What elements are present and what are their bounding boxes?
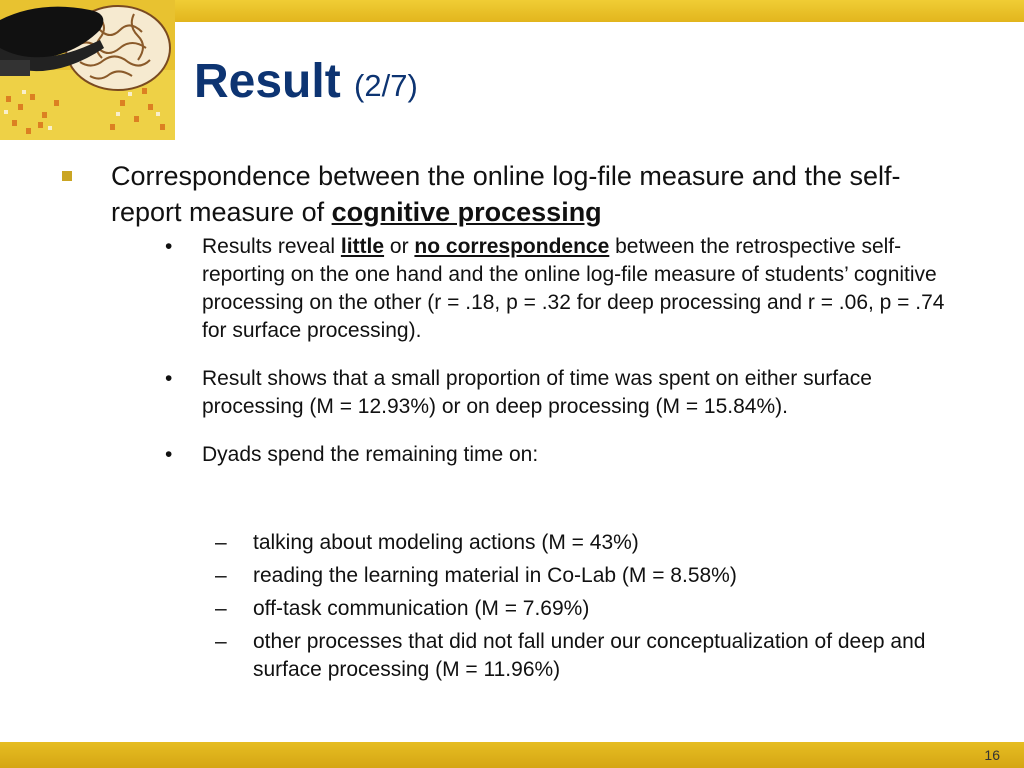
sub-bullet-correspondence [165,233,965,345]
slide-number: 16 [984,747,1000,763]
square-bullet-icon [62,171,72,181]
bullet-dot-icon: • [165,443,173,466]
sub-bullet-text: Dyads spend the remaining time on: [202,443,539,466]
dash-item-reading [165,562,965,590]
sub-bullet-list [165,233,965,489]
main-bullet [62,158,962,230]
dash-item-other [165,628,965,684]
dash-bullet-icon: – [215,564,227,587]
slide-title [194,52,418,116]
sub-bullet-text: Result shows that a small proportion of time was spent on either surface processing (M = 12.93%) or on deep processing (M = 15.84%). [202,367,872,418]
dash-item-text: other processes that did not fall under our conceptualization of deep and surface processing (M = 11.96%) [253,630,926,681]
dash-bullet-icon: – [215,630,227,653]
slide-title-main: Result [194,55,341,108]
emphasis-little: little [340,235,385,258]
sub-bullet-text: or [384,235,415,258]
dash-list [165,529,965,684]
dash-item-text: talking about modeling actions (M = 43%) [253,531,639,554]
dash-bullet-icon: – [215,531,227,554]
sub-bullet-time-proportion [165,365,965,421]
sub-bullet-text: between the retrospective self-reporting on the one hand and the online log-file measure of students’ cognitive processing on the other (r = .18, p = .32 for deep processing and r = .06, p = .74 for surface processing). [202,235,945,342]
dash-item-text: off-task communication (M = 7.69%) [253,597,590,620]
bottom-decor-bar [0,742,1024,768]
dash-item-modeling [165,529,965,557]
bullet-dot-icon: • [165,235,173,258]
sub-bullet-remaining-time [165,441,965,469]
main-bullet-text [111,158,962,230]
dash-item-off-task [165,595,965,623]
dash-bullet-icon: – [215,597,227,620]
slide-title-page-indicator: (2/7) [354,68,418,103]
bullet-dot-icon: • [165,367,173,390]
main-bullet-text-lead: Correspondence between the online log-file measure and the self-report measure of [111,161,901,227]
main-bullet-emphasis: cognitive processing [331,197,602,227]
emphasis-no-correspondence: no correspondence [414,235,610,258]
brain-hat-logo-image [0,0,175,140]
sub-bullet-text: Results reveal [202,235,341,258]
dash-item-text: reading the learning material in Co-Lab (M = 8.58%) [253,564,737,587]
